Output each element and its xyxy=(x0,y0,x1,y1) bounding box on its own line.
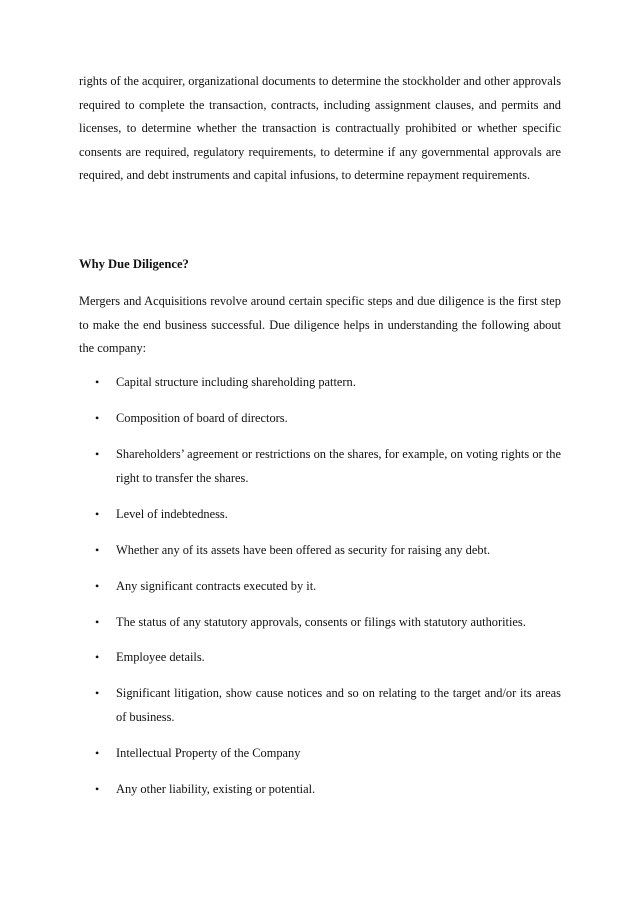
bullet-item xyxy=(79,503,561,527)
bullet-icon: • xyxy=(95,614,100,629)
bullet-item xyxy=(79,443,561,490)
bullet-item xyxy=(79,371,561,395)
bullet-icon: • xyxy=(95,782,100,797)
bullet-text: Any other liability, existing or potential. xyxy=(116,782,316,797)
bullet-icon: • xyxy=(95,578,100,593)
bullet-text: Level of indebtedness. xyxy=(116,506,228,521)
bullet-item xyxy=(79,682,561,729)
bullet-icon: • xyxy=(95,410,100,425)
bullet-item xyxy=(79,575,561,599)
bullet-text: Whether any of its assets have been offered as security for raising any debt. xyxy=(116,542,491,557)
bullet-icon: • xyxy=(95,746,100,761)
diligence-bullet-list xyxy=(79,371,561,814)
bullet-text: Intellectual Property of the Company xyxy=(116,746,301,761)
bullet-text: The status of any statutory approvals, consents or filings with statutory authorities. xyxy=(116,614,526,629)
bullet-text: Any significant contracts executed by it. xyxy=(116,578,317,593)
bullet-text: Capital structure including shareholding pattern. xyxy=(116,375,356,389)
bullet-text: Shareholders’ agreement or restrictions on the shares, for example, on voting rights or the right to transfer the shares. xyxy=(116,446,561,485)
bullet-icon: • xyxy=(95,506,100,521)
bullet-text: Employee details. xyxy=(116,650,205,665)
bullet-icon: • xyxy=(95,686,100,701)
bullet-item xyxy=(79,611,561,635)
bullet-item xyxy=(79,539,561,563)
bullet-item xyxy=(79,646,561,670)
bullet-item xyxy=(79,742,561,766)
bullet-icon: • xyxy=(95,542,100,557)
section-heading: Why Due Diligence? xyxy=(79,257,189,271)
intro-paragraph: rights of the acquirer, organizational documents to determine the stockholder and other approvals required to complete the transaction, contracts, including assignment clauses, and permits and licenses, to determine whether the transaction is contractually prohibited or whether specific consents are required, regulatory requirements, to determine if any governmental approvals are required, and debt instruments and capital infusions, to determine repayment requirements. xyxy=(79,74,562,183)
bullet-icon: • xyxy=(95,375,100,389)
bullet-item xyxy=(79,778,561,802)
bullet-icon: • xyxy=(95,650,100,665)
bullet-text: Significant litigation, show cause notices and so on relating to the target and/or its areas of business. xyxy=(116,686,561,725)
bullet-item xyxy=(79,407,561,431)
bullet-icon: • xyxy=(95,446,100,461)
bullet-text: Composition of board of directors. xyxy=(116,410,288,425)
section-paragraph: Mergers and Acquisitions revolve around certain specific steps and due diligence is the first step to make the end business successful. Due diligence helps in understanding the following about the company: xyxy=(79,294,561,356)
